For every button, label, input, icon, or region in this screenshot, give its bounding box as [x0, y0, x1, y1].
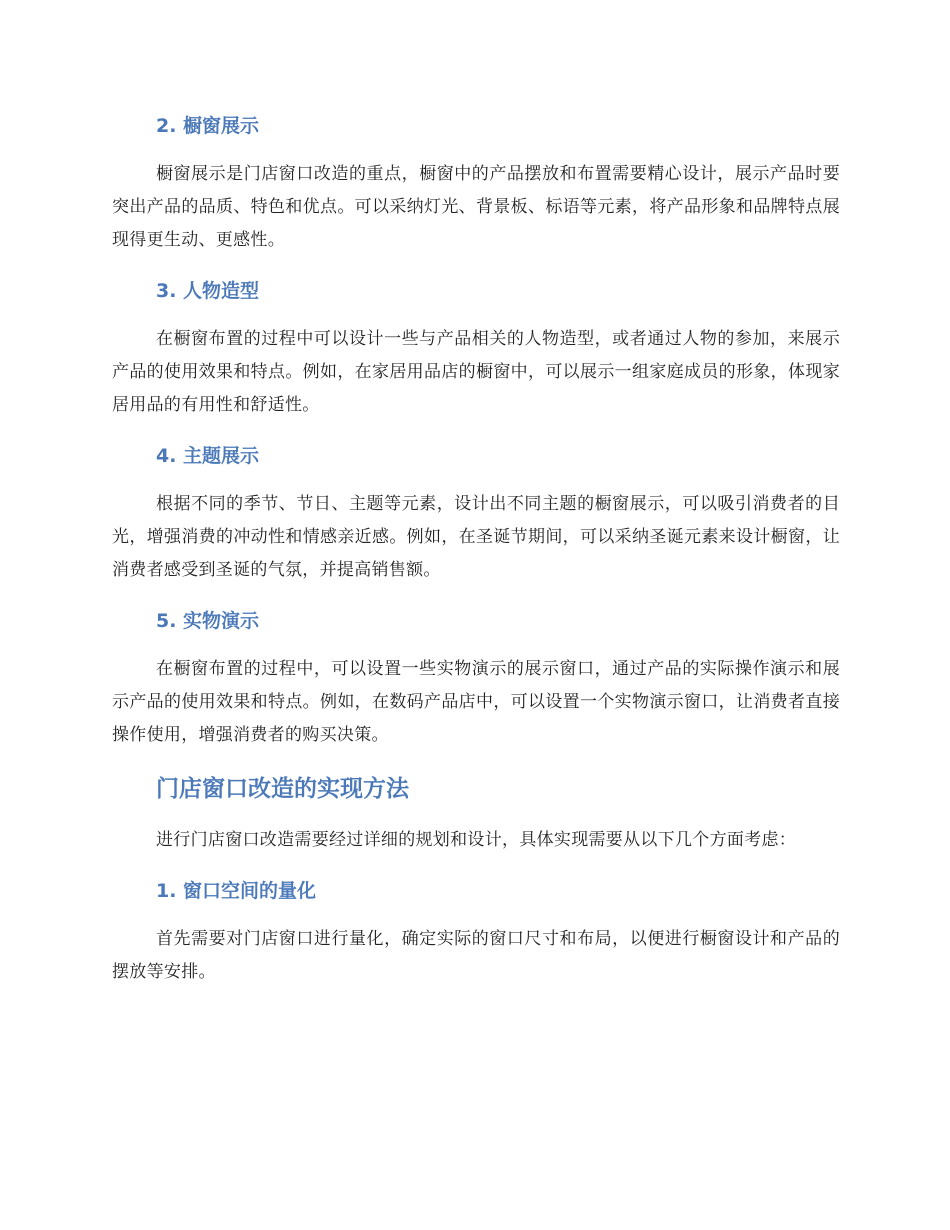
document-body — [112, 108, 840, 1005]
section-heading: 2. 橱窗展示 — [156, 115, 260, 137]
section-heading: 4. 主题展示 — [156, 445, 260, 467]
section-paragraph: 首先需要对门店窗口进行量化，确定实际的窗口尺寸和布局，以便进行橱窗设计和产品的摆放等安排。 — [112, 929, 840, 982]
section-paragraph: 在橱窗布置的过程中，可以设置一些实物演示的展示窗口，通过产品的实际操作演示和展示产品的使用效果和特点。例如，在数码产品店中，可以设置一个实物演示窗口，让消费者直接操作使用，增强消费者的购买决策。 — [112, 659, 840, 745]
section-paragraph: 根据不同的季节、节日、主题等元素，设计出不同主题的橱窗展示，可以吸引消费者的目光，增强消费的冲动性和情感亲近感。例如，在圣诞节期间，可以采纳圣诞元素来设计橱窗，让消费者感受到圣诞的气氛，并提高销售额。 — [112, 494, 840, 580]
major-section-intro: 进行门店窗口改造需要经过详细的规划和设计，具体实现需要从以下几个方面考虑： — [156, 830, 797, 850]
section-heading: 3. 人物造型 — [156, 280, 260, 302]
section-heading: 1. 窗口空间的量化 — [156, 880, 317, 902]
section-heading: 5. 实物演示 — [156, 610, 260, 632]
section-theme-display — [112, 438, 840, 587]
subsection-space-quantification — [112, 873, 840, 989]
major-section-heading: 门店窗口改造的实现方法 — [156, 776, 409, 802]
section-live-demo — [112, 603, 840, 752]
major-section-implementation — [112, 768, 840, 989]
section-paragraph: 橱窗展示是门店窗口改造的重点，橱窗中的产品摆放和布置需要精心设计，展示产品时要突出产品的品质、特色和优点。可以采纳灯光、背景板、标语等元素，将产品形象和品牌特点展现得更生动、更感性。 — [112, 164, 840, 250]
section-window-display — [112, 108, 840, 257]
section-paragraph: 在橱窗布置的过程中可以设计一些与产品相关的人物造型，或者通过人物的参加，来展示产品的使用效果和特点。例如，在家居用品店的橱窗中，可以展示一组家庭成员的形象，体现家居用品的有用性和舒适性。 — [112, 329, 840, 415]
section-character-styling — [112, 273, 840, 422]
